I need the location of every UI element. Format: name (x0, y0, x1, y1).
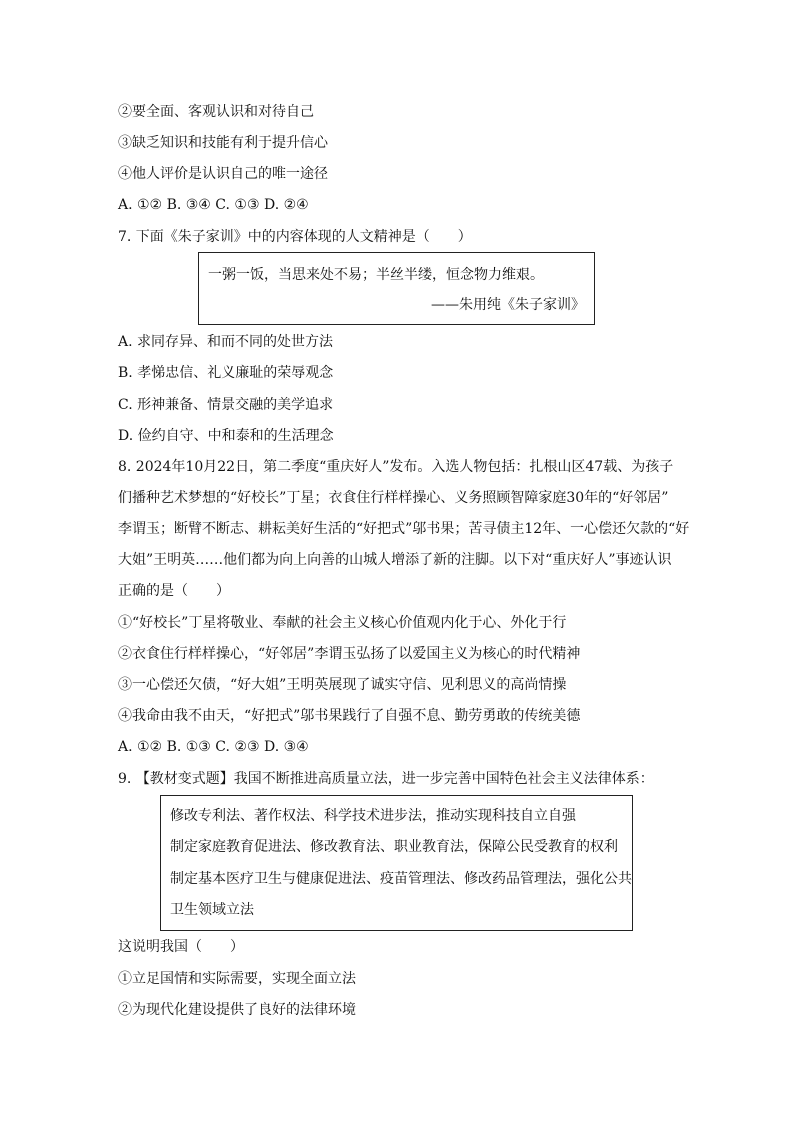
q8-option-4: ④我命由我不由天，“好把式”邬书果践行了自强不息、勤劳勇敢的传统美德 (118, 708, 581, 724)
q7-option-c: C. 形神兼备、情景交融的美学追求 (118, 397, 334, 413)
q9-box-line-4: 卫生领域立法 (170, 902, 254, 918)
q7-quote-box (198, 252, 595, 325)
q8-option-3: ③一心偿还欠债，“好大姐”王明英展现了诚实守信、见利思义的高尚情操 (118, 677, 567, 693)
q8-choices: A. ①② B. ①③ C. ②③ D. ③④ (118, 739, 309, 755)
q6-option-3: ③缺乏知识和技能有利于提升信心 (118, 135, 328, 151)
q7-quote-text: 一粥一饭，当思来处不易；半丝半缕，恒念物力维艰。 (208, 267, 544, 283)
q8-stem-line-1: 8. 2024年10月22日，第二季度“重庆好人”发布。入选人物包括：扎根山区47载、为孩子 (118, 459, 674, 475)
q6-option-2: ②要全面、客观认识和对待自己 (118, 104, 314, 120)
q9-box-line-2: 制定家庭教育促进法、修改教育法、职业教育法，保障公民受教育的权利 (170, 839, 618, 855)
q7-quote-source: ——朱用纯《朱子家训》 (431, 297, 585, 313)
q7-option-d: D. 俭约自守、中和泰和的生活理念 (118, 428, 334, 444)
q8-stem-line-3: 李谓玉；断臂不断志、耕耘美好生活的“好把式”邬书果；苦寻债主12年、一心偿还欠款的“好 (118, 521, 690, 537)
q8-stem-line-5: 正确的是（ ） (118, 583, 230, 599)
q9-option-2: ②为现代化建设提供了良好的法律环境 (118, 1002, 356, 1018)
q9-box-line-3: 制定基本医疗卫生与健康促进法、疫苗管理法、修改药品管理法，强化公共 (170, 871, 632, 887)
q6-choices: A. ①② B. ③④ C. ①③ D. ②④ (118, 197, 309, 213)
q7-stem: 7. 下面《朱子家训》中的内容体现的人文精神是（ ） (118, 229, 472, 245)
q9-stem: 9. 【教材变式题】我国不断推进高质量立法，进一步完善中国特色社会主义法律体系： (118, 771, 654, 787)
q7-option-b: B. 孝悌忠信、礼义廉耻的荣辱观念 (118, 365, 334, 381)
q8-option-1: ①“好校长”丁星将敬业、奉献的社会主义核心价值观内化于心、外化于行 (118, 615, 567, 631)
q9-legislation-box (160, 795, 633, 931)
q9-option-1: ①立足国情和实际需要，实现全面立法 (118, 971, 356, 987)
q8-stem-line-4: 大姐”王明英……他们都为向上向善的山城人增添了新的注脚。以下对“重庆好人”事迹认识 (118, 552, 672, 568)
q9-question: 这说明我国（ ） (118, 939, 244, 955)
q8-option-2: ②衣食住行样样操心，“好邻居”李谓玉弘扬了以爱国主义为核心的时代精神 (118, 646, 581, 662)
q9-box-line-1: 修改专利法、著作权法、科学技术进步法，推动实现科技自立自强 (170, 808, 576, 824)
q7-option-a: A. 求同存异、和而不同的处世方法 (118, 334, 334, 350)
q6-option-4: ④他人评价是认识自己的唯一途径 (118, 166, 328, 182)
q8-stem-line-2: 们播种艺术梦想的“好校长”丁星；衣食住行样样操心、义务照顾智障家庭30年的“好邻居” (118, 490, 669, 506)
